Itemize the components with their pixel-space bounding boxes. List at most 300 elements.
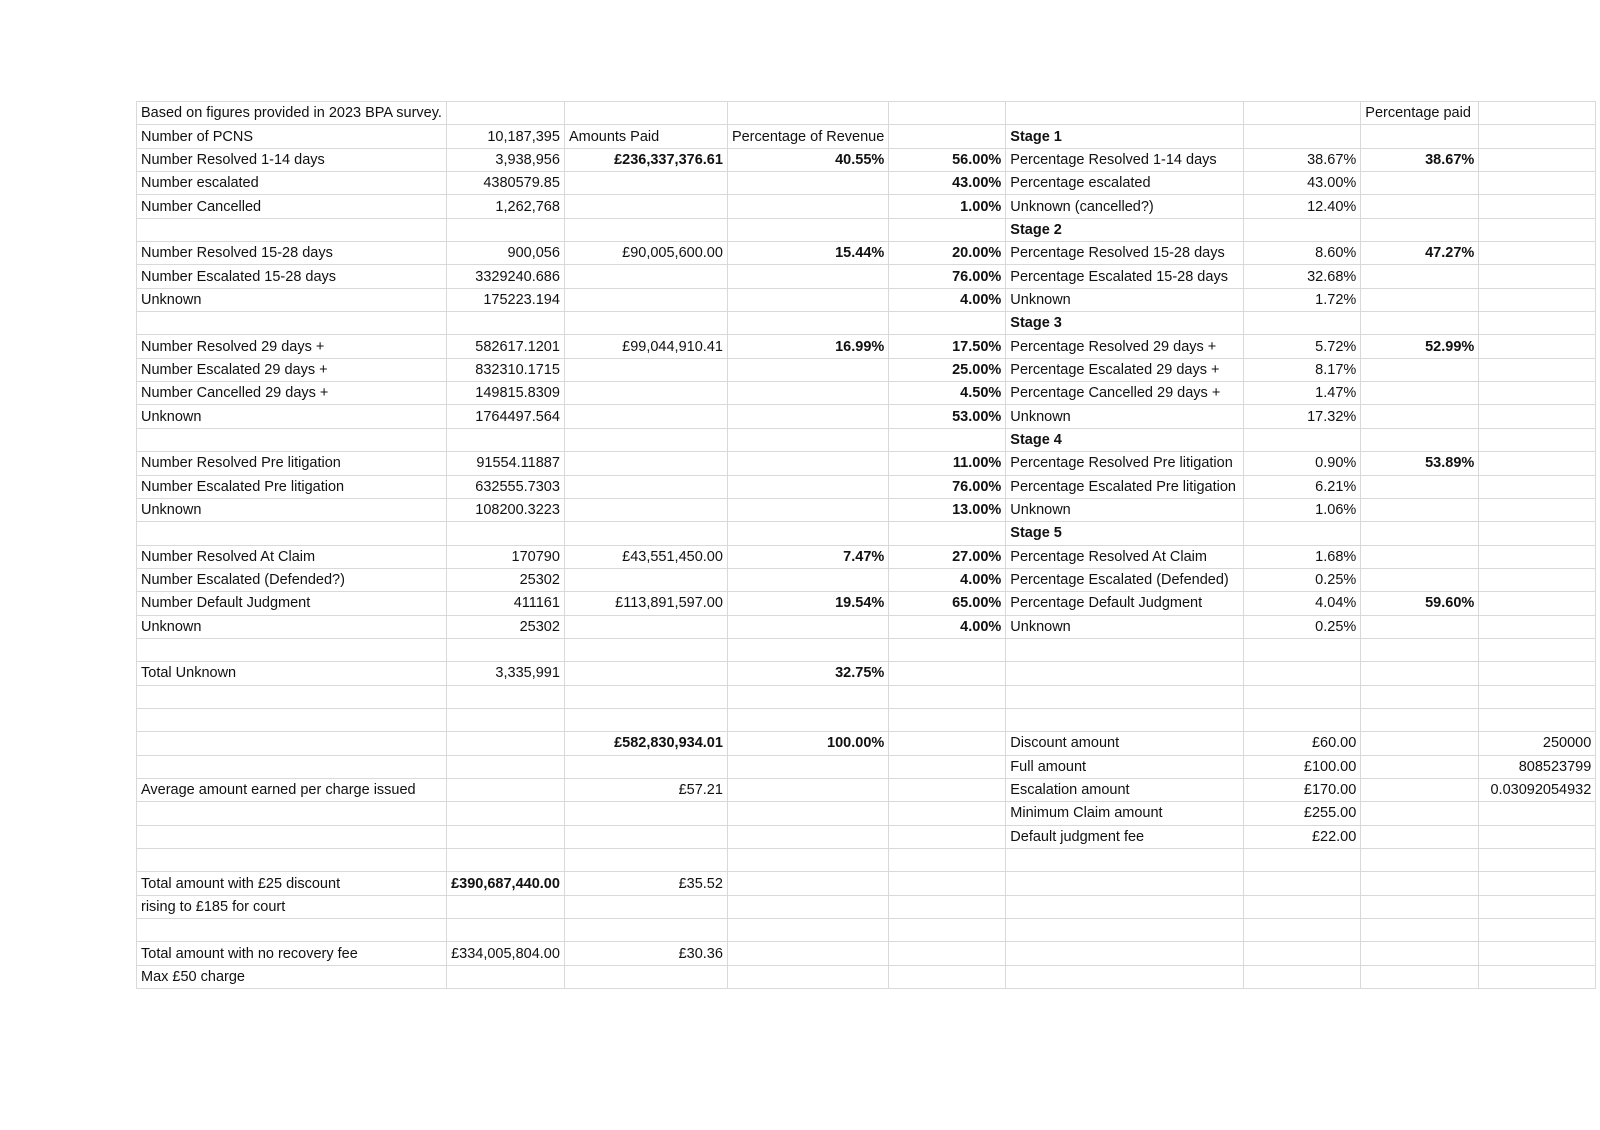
sheet-cell[interactable]: 59.60% [1361, 592, 1479, 615]
sheet-cell[interactable]: 76.00% [889, 475, 1006, 498]
sheet-cell[interactable] [727, 358, 888, 381]
sheet-cell[interactable] [446, 708, 564, 731]
sheet-cell[interactable] [446, 919, 564, 942]
sheet-cell[interactable]: Unknown [137, 498, 447, 521]
sheet-cell[interactable] [1479, 405, 1596, 428]
sheet-cell[interactable] [1479, 895, 1596, 918]
sheet-cell[interactable] [137, 428, 447, 451]
sheet-cell[interactable] [137, 708, 447, 731]
sheet-cell[interactable] [564, 475, 727, 498]
sheet-cell[interactable]: 4.50% [889, 382, 1006, 405]
sheet-cell[interactable] [1361, 778, 1479, 801]
sheet-cell[interactable] [564, 825, 727, 848]
sheet-cell[interactable]: 52.99% [1361, 335, 1479, 358]
sheet-cell[interactable] [1479, 965, 1596, 988]
sheet-cell[interactable] [727, 195, 888, 218]
sheet-cell[interactable]: 832310.1715 [446, 358, 564, 381]
sheet-cell[interactable] [1244, 965, 1361, 988]
sheet-cell[interactable] [1361, 568, 1479, 591]
sheet-cell[interactable] [564, 919, 727, 942]
sheet-cell[interactable] [889, 662, 1006, 685]
sheet-cell[interactable] [1479, 172, 1596, 195]
sheet-cell[interactable] [1479, 242, 1596, 265]
sheet-cell[interactable] [727, 895, 888, 918]
sheet-cell[interactable]: 900,056 [446, 242, 564, 265]
sheet-cell[interactable] [564, 428, 727, 451]
sheet-cell[interactable] [1006, 919, 1244, 942]
sheet-cell[interactable] [564, 312, 727, 335]
sheet-cell[interactable] [1479, 802, 1596, 825]
sheet-cell[interactable] [564, 662, 727, 685]
sheet-cell[interactable]: 0.90% [1244, 452, 1361, 475]
sheet-cell[interactable]: Stage 2 [1006, 218, 1244, 241]
sheet-cell[interactable]: £22.00 [1244, 825, 1361, 848]
sheet-cell[interactable] [1361, 755, 1479, 778]
sheet-cell[interactable] [727, 965, 888, 988]
sheet-cell[interactable]: 1.68% [1244, 545, 1361, 568]
sheet-cell[interactable] [446, 685, 564, 708]
sheet-cell[interactable] [727, 312, 888, 335]
sheet-cell[interactable]: Minimum Claim amount [1006, 802, 1244, 825]
sheet-cell[interactable] [889, 965, 1006, 988]
sheet-cell[interactable] [1361, 522, 1479, 545]
sheet-cell[interactable] [564, 895, 727, 918]
sheet-cell[interactable] [1361, 288, 1479, 311]
sheet-cell[interactable]: Discount amount [1006, 732, 1244, 755]
sheet-cell[interactable] [137, 685, 447, 708]
sheet-cell[interactable]: 12.40% [1244, 195, 1361, 218]
sheet-cell[interactable]: Percentage Cancelled 29 days + [1006, 382, 1244, 405]
sheet-cell[interactable] [137, 802, 447, 825]
sheet-cell[interactable]: 25.00% [889, 358, 1006, 381]
sheet-cell[interactable]: 11.00% [889, 452, 1006, 475]
sheet-cell[interactable] [889, 895, 1006, 918]
sheet-cell[interactable]: 100.00% [727, 732, 888, 755]
sheet-cell[interactable] [889, 312, 1006, 335]
sheet-cell[interactable]: 4380579.85 [446, 172, 564, 195]
sheet-cell[interactable] [137, 919, 447, 942]
sheet-cell[interactable]: Number Escalated 15-28 days [137, 265, 447, 288]
sheet-cell[interactable] [1361, 802, 1479, 825]
sheet-cell[interactable] [727, 498, 888, 521]
sheet-cell[interactable]: 56.00% [889, 148, 1006, 171]
sheet-cell[interactable] [564, 218, 727, 241]
sheet-cell[interactable]: Stage 5 [1006, 522, 1244, 545]
sheet-cell[interactable] [1244, 662, 1361, 685]
sheet-cell[interactable]: 13.00% [889, 498, 1006, 521]
sheet-cell[interactable] [889, 732, 1006, 755]
sheet-cell[interactable]: Total amount with no recovery fee [137, 942, 447, 965]
sheet-cell[interactable]: Unknown [1006, 288, 1244, 311]
sheet-cell[interactable]: 582617.1201 [446, 335, 564, 358]
sheet-cell[interactable] [889, 919, 1006, 942]
sheet-cell[interactable]: £57.21 [564, 778, 727, 801]
sheet-cell[interactable]: Unknown [1006, 405, 1244, 428]
sheet-cell[interactable]: 38.67% [1361, 148, 1479, 171]
sheet-cell[interactable] [727, 638, 888, 661]
sheet-cell[interactable]: 25302 [446, 568, 564, 591]
sheet-cell[interactable] [1244, 102, 1361, 125]
sheet-cell[interactable] [137, 312, 447, 335]
sheet-cell[interactable]: Number Resolved At Claim [137, 545, 447, 568]
sheet-cell[interactable]: Number Escalated 29 days + [137, 358, 447, 381]
sheet-cell[interactable] [564, 615, 727, 638]
sheet-cell[interactable]: 108200.3223 [446, 498, 564, 521]
sheet-cell[interactable]: £90,005,600.00 [564, 242, 727, 265]
sheet-cell[interactable] [564, 382, 727, 405]
sheet-cell[interactable] [564, 452, 727, 475]
sheet-cell[interactable] [446, 802, 564, 825]
sheet-cell[interactable] [1479, 638, 1596, 661]
sheet-cell[interactable]: 65.00% [889, 592, 1006, 615]
sheet-cell[interactable] [1361, 965, 1479, 988]
sheet-cell[interactable]: 1764497.564 [446, 405, 564, 428]
sheet-cell[interactable]: £60.00 [1244, 732, 1361, 755]
sheet-cell[interactable] [1244, 942, 1361, 965]
sheet-cell[interactable] [1361, 475, 1479, 498]
sheet-cell[interactable] [446, 895, 564, 918]
sheet-cell[interactable]: £390,687,440.00 [446, 872, 564, 895]
sheet-cell[interactable]: 3,938,956 [446, 148, 564, 171]
sheet-cell[interactable] [727, 919, 888, 942]
sheet-cell[interactable] [564, 849, 727, 872]
sheet-cell[interactable]: 7.47% [727, 545, 888, 568]
sheet-cell[interactable] [727, 825, 888, 848]
sheet-cell[interactable] [1479, 615, 1596, 638]
sheet-cell[interactable] [137, 849, 447, 872]
sheet-cell[interactable]: Unknown [137, 405, 447, 428]
sheet-cell[interactable] [1479, 825, 1596, 848]
sheet-cell[interactable] [564, 358, 727, 381]
sheet-cell[interactable] [1006, 895, 1244, 918]
sheet-cell[interactable] [1361, 312, 1479, 335]
sheet-cell[interactable] [1479, 265, 1596, 288]
sheet-cell[interactable] [446, 218, 564, 241]
sheet-cell[interactable] [727, 218, 888, 241]
sheet-cell[interactable] [727, 172, 888, 195]
sheet-cell[interactable] [889, 708, 1006, 731]
sheet-cell[interactable] [1479, 452, 1596, 475]
sheet-cell[interactable]: Number Escalated (Defended?) [137, 568, 447, 591]
sheet-cell[interactable]: £35.52 [564, 872, 727, 895]
sheet-cell[interactable] [727, 475, 888, 498]
sheet-cell[interactable]: 53.89% [1361, 452, 1479, 475]
sheet-cell[interactable] [889, 872, 1006, 895]
sheet-cell[interactable] [727, 405, 888, 428]
sheet-cell[interactable] [1479, 312, 1596, 335]
sheet-cell[interactable]: 1.72% [1244, 288, 1361, 311]
sheet-cell[interactable] [564, 102, 727, 125]
sheet-cell[interactable]: 3,335,991 [446, 662, 564, 685]
sheet-cell[interactable]: Number Resolved 1-14 days [137, 148, 447, 171]
sheet-cell[interactable] [1361, 825, 1479, 848]
sheet-cell[interactable] [137, 825, 447, 848]
sheet-cell[interactable]: Number Escalated Pre litigation [137, 475, 447, 498]
sheet-cell[interactable] [564, 522, 727, 545]
sheet-cell[interactable]: Stage 1 [1006, 125, 1244, 148]
sheet-cell[interactable]: £582,830,934.01 [564, 732, 727, 755]
sheet-cell[interactable] [446, 102, 564, 125]
sheet-cell[interactable] [1479, 102, 1596, 125]
sheet-cell[interactable] [564, 498, 727, 521]
sheet-cell[interactable] [727, 708, 888, 731]
sheet-cell[interactable] [446, 732, 564, 755]
sheet-cell[interactable] [889, 522, 1006, 545]
sheet-cell[interactable]: 0.25% [1244, 568, 1361, 591]
sheet-cell[interactable]: Percentage Resolved 15-28 days [1006, 242, 1244, 265]
sheet-cell[interactable] [446, 522, 564, 545]
sheet-cell[interactable]: 0.25% [1244, 615, 1361, 638]
sheet-cell[interactable]: 19.54% [727, 592, 888, 615]
sheet-cell[interactable] [1479, 708, 1596, 731]
sheet-cell[interactable] [1361, 895, 1479, 918]
sheet-cell[interactable] [564, 195, 727, 218]
sheet-cell[interactable] [1006, 638, 1244, 661]
sheet-cell[interactable] [1361, 172, 1479, 195]
sheet-cell[interactable] [727, 452, 888, 475]
sheet-cell[interactable]: 4.00% [889, 568, 1006, 591]
sheet-cell[interactable] [564, 708, 727, 731]
sheet-cell[interactable] [446, 638, 564, 661]
sheet-cell[interactable] [727, 522, 888, 545]
sheet-cell[interactable] [1006, 849, 1244, 872]
sheet-cell[interactable]: 1.00% [889, 195, 1006, 218]
sheet-cell[interactable] [137, 218, 447, 241]
sheet-cell[interactable]: 27.00% [889, 545, 1006, 568]
sheet-cell[interactable] [1006, 965, 1244, 988]
sheet-cell[interactable]: £43,551,450.00 [564, 545, 727, 568]
sheet-cell[interactable]: 43.00% [1244, 172, 1361, 195]
sheet-cell[interactable] [1244, 638, 1361, 661]
sheet-cell[interactable]: Percentage paid [1361, 102, 1479, 125]
sheet-cell[interactable] [1006, 662, 1244, 685]
sheet-cell[interactable]: Unknown [137, 615, 447, 638]
sheet-cell[interactable] [564, 172, 727, 195]
sheet-cell[interactable] [889, 428, 1006, 451]
sheet-cell[interactable] [1361, 615, 1479, 638]
sheet-cell[interactable] [1479, 919, 1596, 942]
sheet-cell[interactable] [446, 849, 564, 872]
sheet-cell[interactable] [1479, 685, 1596, 708]
sheet-cell[interactable] [564, 638, 727, 661]
sheet-cell[interactable] [889, 102, 1006, 125]
sheet-cell[interactable]: 808523799 [1479, 755, 1596, 778]
sheet-cell[interactable]: 1.47% [1244, 382, 1361, 405]
sheet-cell[interactable]: £334,005,804.00 [446, 942, 564, 965]
sheet-cell[interactable]: Stage 4 [1006, 428, 1244, 451]
sheet-cell[interactable]: Percentage Resolved Pre litigation [1006, 452, 1244, 475]
sheet-cell[interactable] [727, 872, 888, 895]
sheet-cell[interactable]: 8.60% [1244, 242, 1361, 265]
sheet-cell[interactable]: Max £50 charge [137, 965, 447, 988]
sheet-cell[interactable] [564, 685, 727, 708]
sheet-cell[interactable]: 76.00% [889, 265, 1006, 288]
sheet-cell[interactable] [1361, 942, 1479, 965]
sheet-cell[interactable]: 411161 [446, 592, 564, 615]
sheet-cell[interactable] [564, 965, 727, 988]
sheet-cell[interactable] [1244, 125, 1361, 148]
sheet-cell[interactable] [1006, 102, 1244, 125]
sheet-cell[interactable] [1479, 849, 1596, 872]
sheet-cell[interactable] [1361, 685, 1479, 708]
sheet-cell[interactable]: £170.00 [1244, 778, 1361, 801]
sheet-cell[interactable]: Number Default Judgment [137, 592, 447, 615]
sheet-cell[interactable]: Total amount with £25 discount [137, 872, 447, 895]
sheet-cell[interactable]: 4.04% [1244, 592, 1361, 615]
sheet-cell[interactable]: Escalation amount [1006, 778, 1244, 801]
sheet-cell[interactable] [1479, 335, 1596, 358]
sheet-cell[interactable]: £99,044,910.41 [564, 335, 727, 358]
sheet-cell[interactable] [1244, 872, 1361, 895]
sheet-cell[interactable]: Average amount earned per charge issued [137, 778, 447, 801]
sheet-cell[interactable] [137, 638, 447, 661]
sheet-cell[interactable] [889, 125, 1006, 148]
sheet-cell[interactable] [137, 755, 447, 778]
sheet-cell[interactable] [1479, 125, 1596, 148]
sheet-cell[interactable]: 17.32% [1244, 405, 1361, 428]
sheet-cell[interactable] [727, 755, 888, 778]
sheet-cell[interactable]: 149815.8309 [446, 382, 564, 405]
sheet-cell[interactable]: Percentage Escalated Pre litigation [1006, 475, 1244, 498]
sheet-cell[interactable]: Percentage Escalated (Defended) [1006, 568, 1244, 591]
sheet-cell[interactable] [1361, 358, 1479, 381]
sheet-cell[interactable]: Amounts Paid [564, 125, 727, 148]
sheet-cell[interactable] [1361, 405, 1479, 428]
sheet-cell[interactable] [446, 755, 564, 778]
sheet-cell[interactable] [1244, 919, 1361, 942]
sheet-cell[interactable]: Number Resolved 15-28 days [137, 242, 447, 265]
sheet-cell[interactable] [1361, 545, 1479, 568]
sheet-cell[interactable]: 250000 [1479, 732, 1596, 755]
sheet-cell[interactable]: Stage 3 [1006, 312, 1244, 335]
sheet-cell[interactable] [1361, 195, 1479, 218]
sheet-cell[interactable] [1244, 708, 1361, 731]
sheet-cell[interactable]: £255.00 [1244, 802, 1361, 825]
sheet-cell[interactable]: 47.27% [1361, 242, 1479, 265]
sheet-cell[interactable]: Number of PCNS [137, 125, 447, 148]
sheet-cell[interactable]: 170790 [446, 545, 564, 568]
sheet-cell[interactable] [1361, 428, 1479, 451]
sheet-cell[interactable] [1006, 872, 1244, 895]
sheet-cell[interactable]: 8.17% [1244, 358, 1361, 381]
sheet-cell[interactable]: 0.03092054932 [1479, 778, 1596, 801]
sheet-cell[interactable] [1244, 849, 1361, 872]
sheet-cell[interactable] [1244, 685, 1361, 708]
sheet-cell[interactable] [1479, 592, 1596, 615]
sheet-cell[interactable] [889, 802, 1006, 825]
sheet-cell[interactable] [1479, 218, 1596, 241]
sheet-cell[interactable] [564, 802, 727, 825]
sheet-cell[interactable] [727, 778, 888, 801]
sheet-cell[interactable]: 40.55% [727, 148, 888, 171]
sheet-cell[interactable] [1479, 428, 1596, 451]
sheet-cell[interactable]: 16.99% [727, 335, 888, 358]
sheet-cell[interactable] [727, 288, 888, 311]
sheet-cell[interactable]: 38.67% [1244, 148, 1361, 171]
sheet-cell[interactable] [564, 405, 727, 428]
sheet-cell[interactable]: Total Unknown [137, 662, 447, 685]
sheet-cell[interactable] [889, 778, 1006, 801]
sheet-cell[interactable]: 91554.11887 [446, 452, 564, 475]
sheet-cell[interactable]: 3329240.686 [446, 265, 564, 288]
sheet-cell[interactable]: rising to £185 for court [137, 895, 447, 918]
sheet-cell[interactable] [137, 522, 447, 545]
sheet-cell[interactable] [1479, 288, 1596, 311]
sheet-cell[interactable]: Unknown [1006, 498, 1244, 521]
sheet-cell[interactable] [1361, 919, 1479, 942]
sheet-cell[interactable]: 10,187,395 [446, 125, 564, 148]
sheet-cell[interactable] [1361, 382, 1479, 405]
sheet-cell[interactable] [1479, 662, 1596, 685]
sheet-cell[interactable] [727, 382, 888, 405]
sheet-cell[interactable]: 20.00% [889, 242, 1006, 265]
sheet-cell[interactable]: £236,337,376.61 [564, 148, 727, 171]
sheet-cell[interactable] [1244, 895, 1361, 918]
sheet-cell[interactable] [1361, 218, 1479, 241]
sheet-cell[interactable] [1361, 498, 1479, 521]
sheet-cell[interactable]: 15.44% [727, 242, 888, 265]
sheet-cell[interactable]: £113,891,597.00 [564, 592, 727, 615]
sheet-cell[interactable]: 6.21% [1244, 475, 1361, 498]
sheet-cell[interactable]: 43.00% [889, 172, 1006, 195]
sheet-cell[interactable]: Percentage of Revenue [727, 125, 888, 148]
sheet-cell[interactable] [446, 965, 564, 988]
sheet-cell[interactable] [727, 102, 888, 125]
sheet-cell[interactable] [727, 802, 888, 825]
sheet-cell[interactable]: 1.06% [1244, 498, 1361, 521]
sheet-cell[interactable] [1006, 708, 1244, 731]
sheet-cell[interactable]: Unknown [137, 288, 447, 311]
sheet-cell[interactable] [889, 685, 1006, 708]
sheet-cell[interactable] [889, 218, 1006, 241]
sheet-cell[interactable] [1361, 872, 1479, 895]
sheet-cell[interactable]: 4.00% [889, 615, 1006, 638]
sheet-cell[interactable]: Number Cancelled [137, 195, 447, 218]
sheet-cell[interactable] [1244, 218, 1361, 241]
sheet-cell[interactable]: Percentage Resolved 1-14 days [1006, 148, 1244, 171]
sheet-cell[interactable] [1479, 475, 1596, 498]
sheet-cell[interactable] [1006, 942, 1244, 965]
sheet-cell[interactable] [1479, 872, 1596, 895]
sheet-cell[interactable]: Percentage Escalated 29 days + [1006, 358, 1244, 381]
sheet-cell[interactable]: 5.72% [1244, 335, 1361, 358]
sheet-cell[interactable] [1361, 125, 1479, 148]
sheet-cell[interactable] [1479, 148, 1596, 171]
sheet-cell[interactable]: Percentage Default Judgment [1006, 592, 1244, 615]
sheet-cell[interactable] [446, 428, 564, 451]
sheet-cell[interactable] [889, 755, 1006, 778]
sheet-cell[interactable] [727, 615, 888, 638]
sheet-cell[interactable]: Unknown (cancelled?) [1006, 195, 1244, 218]
sheet-cell[interactable] [889, 849, 1006, 872]
sheet-cell[interactable]: Number Resolved 29 days + [137, 335, 447, 358]
sheet-cell[interactable]: Unknown [1006, 615, 1244, 638]
sheet-cell[interactable]: Number Cancelled 29 days + [137, 382, 447, 405]
sheet-cell[interactable] [889, 825, 1006, 848]
sheet-cell[interactable] [727, 568, 888, 591]
sheet-cell[interactable]: Percentage Resolved 29 days + [1006, 335, 1244, 358]
sheet-cell[interactable] [564, 755, 727, 778]
sheet-cell[interactable]: 17.50% [889, 335, 1006, 358]
sheet-cell[interactable] [1479, 568, 1596, 591]
sheet-cell[interactable]: 4.00% [889, 288, 1006, 311]
sheet-cell[interactable] [1361, 265, 1479, 288]
sheet-cell[interactable] [1361, 849, 1479, 872]
sheet-cell[interactable] [727, 849, 888, 872]
sheet-cell[interactable] [1479, 195, 1596, 218]
sheet-cell[interactable] [1244, 312, 1361, 335]
sheet-cell[interactable] [889, 638, 1006, 661]
